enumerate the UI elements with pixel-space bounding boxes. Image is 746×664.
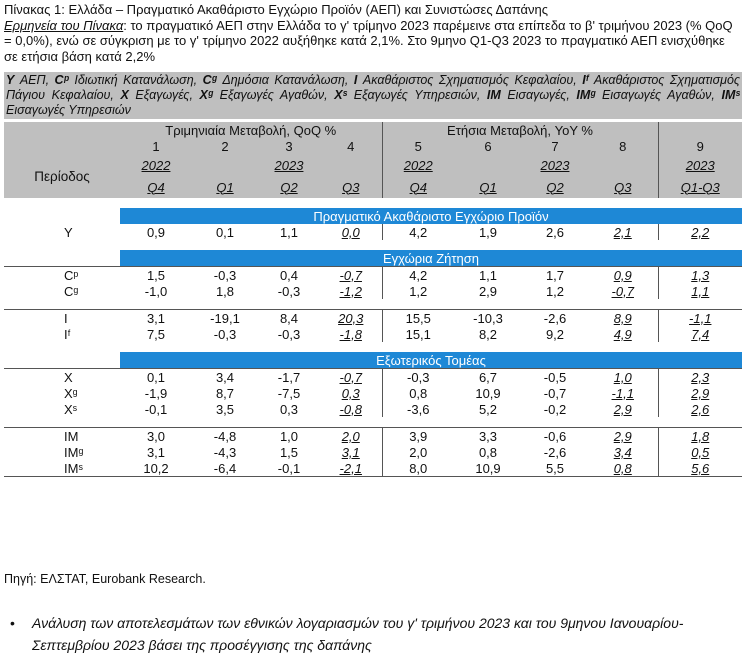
legend-symbol: I: [353, 73, 358, 87]
data-cell: -0,3: [277, 326, 301, 342]
row-label: IM: [4, 428, 120, 445]
data-cell: 15,5: [382, 310, 454, 327]
legend-symbol: Iᶠ: [582, 73, 589, 87]
data-cell: 1,3: [658, 267, 742, 284]
legend-text: Ακαθάριστος Σχηματισμός Κεφαλαίου,: [357, 73, 583, 87]
data-cell: -4,8: [192, 428, 258, 445]
data-cell: 3,5: [215, 401, 235, 417]
data-cell: 1,8: [215, 283, 235, 299]
column-number: 3: [285, 138, 293, 154]
row-label: Xᵍ: [64, 385, 78, 401]
column-number: 2: [221, 138, 229, 154]
data-cell: -2,6: [543, 444, 567, 460]
table-caption: [4, 2, 742, 64]
data-cell: -0,3: [213, 326, 237, 342]
legend-symbol: IMᵍ: [576, 88, 596, 102]
legend-symbol: IM: [486, 88, 501, 102]
data-cell: -0,1: [144, 401, 168, 417]
year-col5: 2022: [382, 154, 454, 176]
data-cell: 8,0: [382, 460, 454, 477]
bullet-paragraph: [10, 612, 740, 656]
data-cell: 4,2: [382, 224, 454, 240]
data-cell: -0,3: [382, 369, 454, 386]
data-cell: 2,9: [658, 385, 742, 401]
header-blank-9: [658, 122, 742, 138]
data-cell: 1,8: [658, 428, 742, 445]
quarter-label: Q1: [479, 179, 497, 195]
symbol-legend: [4, 72, 742, 119]
data-cell: 5,5: [545, 460, 565, 476]
data-cell: -19,1: [192, 310, 258, 327]
data-cell: -0,3: [192, 267, 258, 284]
legend-text: Εισαγωγές Υπηρεσιών: [6, 103, 131, 117]
row-label: I: [4, 310, 120, 327]
data-cell: -1,7: [258, 369, 320, 386]
data-cell: -7,5: [277, 385, 301, 401]
data-cell: -0,3: [277, 283, 301, 299]
data-cell: 0,9: [588, 267, 658, 284]
data-cell: 1,0: [588, 369, 658, 386]
legend-text: Εξαγωγές,: [128, 88, 200, 102]
data-cell: -0,1: [277, 460, 301, 476]
data-cell: 1,5: [120, 267, 192, 284]
data-cell: 8,2: [478, 326, 498, 342]
section-blank: [4, 250, 120, 267]
data-cell: 2,9: [478, 283, 498, 299]
row-label: Xˢ: [64, 401, 78, 417]
header-blank: [4, 122, 120, 138]
data-cell: 1,9: [478, 224, 498, 240]
legend-symbol: Cᵍ: [202, 73, 217, 87]
legend-symbol: IMˢ: [721, 88, 741, 102]
data-cell: -2,1: [339, 460, 362, 476]
legend-text: Εξαγωγές Αγαθών,: [213, 88, 335, 102]
column-number: 7: [551, 138, 559, 154]
data-cell: 0,9: [146, 224, 166, 240]
data-cell: 0,1: [215, 224, 235, 240]
quarter-label: Q3: [614, 179, 632, 195]
data-cell: 2,9: [613, 401, 632, 417]
interpretation-text: : το πραγματικό ΑΕΠ στην Ελλάδα το γ' τρίμηνο 2023 παρέμεινε στα επίπεδα το β' τριμήνου 2023 (% QoQ = 0,0%), ενώ σε σύγκριση με το γ' τρίμηνο 2022 αυξήθηκε κατά 2,1%. Στο 9μηνο Q1-Q3 2023 το πραγματικό ΑΕΠ ενισχύθηκε σε ετήσια βάση κατά 2,2%: [4, 17, 733, 64]
legend-text: Εξαγωγές Υπηρεσιών,: [347, 88, 487, 102]
quarter-label: Q4: [382, 176, 454, 198]
data-cell: -0,5: [522, 369, 588, 386]
data-cell: -0,7: [543, 385, 567, 401]
row-label: IMˢ: [64, 460, 83, 476]
data-cell: 0,8: [478, 444, 498, 460]
data-cell: 2,0: [382, 444, 454, 460]
legend-text: Εισαγωγές,: [500, 88, 577, 102]
data-cell: 20,3: [320, 310, 382, 327]
data-cell: 0,8: [382, 385, 454, 401]
data-cell: -6,4: [213, 460, 237, 476]
legend-symbol: Xˢ: [334, 88, 348, 102]
data-cell: 10,2: [143, 460, 169, 476]
data-cell: 8,4: [258, 310, 320, 327]
legend-symbol: X: [120, 88, 129, 102]
data-cell: 0,3: [279, 401, 299, 417]
data-cell: -1,2: [339, 283, 362, 299]
row-label: Cᵖ: [4, 267, 120, 284]
data-cell: -10,3: [454, 310, 522, 327]
data-cell: -0,7: [320, 369, 382, 386]
data-cell: -1,9: [144, 385, 168, 401]
data-cell: 4,9: [613, 326, 632, 342]
section-blank: [4, 352, 120, 369]
year-col7: 2023: [540, 157, 570, 173]
data-cell: -1,1: [658, 310, 742, 327]
data-cell: -0,8: [339, 401, 362, 417]
section-header: Εγχώρια Ζήτηση: [120, 250, 742, 267]
data-cell: 1,2: [382, 283, 454, 299]
data-cell: 1,7: [522, 267, 588, 284]
legend-symbol: Xᵍ: [199, 88, 214, 102]
data-cell: -4,3: [213, 444, 237, 460]
data-cell: 0,3: [341, 385, 360, 401]
legend-text: Δημόσια Κατανάλωση,: [216, 73, 354, 87]
column-number: 4: [347, 138, 355, 154]
data-cell: -1,1: [611, 385, 634, 401]
data-cell: -2,6: [522, 310, 588, 327]
year-col9: 2023: [658, 154, 742, 176]
table-title: Πίνακας 1: Ελλάδα – Πραγματικό Ακαθάριστο Εγχώριο Προϊόν (ΑΕΠ) και Συνιστώσες Δαπάνης: [4, 2, 548, 17]
data-cell: 7,4: [658, 326, 742, 342]
data-cell: 3,4: [192, 369, 258, 386]
data-cell: 3,1: [341, 444, 360, 460]
row-label: Iᶠ: [64, 326, 71, 342]
row-label: X: [4, 369, 120, 386]
period-label: Περίοδος: [34, 168, 90, 184]
data-cell: 2,9: [588, 428, 658, 445]
year-col3: 2023: [274, 157, 304, 173]
quarter-label: Q1-Q3: [658, 176, 742, 198]
source-note: Πηγή: ΕΛΣΤΑΤ, Eurobank Research.: [4, 572, 206, 586]
quarter-label: Q2: [280, 179, 298, 195]
data-cell: 5,2: [478, 401, 498, 417]
row-label: Y: [64, 224, 73, 240]
bullet-marker: •: [10, 615, 15, 631]
section-blank: [4, 208, 120, 224]
data-cell: 8,9: [588, 310, 658, 327]
legend-text: Εισαγωγές Αγαθών,: [595, 88, 722, 102]
data-cell: 1,1: [658, 283, 742, 299]
data-cell: -1,8: [339, 326, 362, 342]
data-cell: 2,6: [658, 401, 742, 417]
data-cell: 3,1: [120, 310, 192, 327]
data-cell: -0,6: [522, 428, 588, 445]
data-cell: 1,1: [454, 267, 522, 284]
row-label: IMᵍ: [64, 444, 84, 460]
data-cell: -0,7: [320, 267, 382, 284]
data-cell: -0,2: [543, 401, 567, 417]
data-cell: 1,1: [279, 224, 299, 240]
data-cell: 1,5: [279, 444, 299, 460]
legend-text: ΑΕΠ,: [14, 73, 55, 87]
legend-symbol: Y: [6, 73, 15, 87]
data-cell: 0,5: [658, 444, 742, 460]
qoq-group-header: Τριμηνιαία Μεταβολή, QoQ %: [165, 122, 337, 138]
data-cell: 1,2: [545, 283, 565, 299]
data-cell: 2,1: [613, 224, 632, 240]
data-cell: 0,1: [120, 369, 192, 386]
column-number: 6: [484, 138, 492, 154]
column-number: 9: [658, 138, 742, 154]
data-cell: 0,8: [613, 460, 632, 476]
column-number: 8: [619, 138, 627, 154]
data-cell: 3,0: [120, 428, 192, 445]
column-number: 5: [382, 138, 454, 154]
data-cell: 1,0: [258, 428, 320, 445]
data-cell: 4,2: [382, 267, 454, 284]
bullet-text: Ανάλυση των αποτελεσμάτων των εθνικών λογαριασμών του γ' τριμήνου 2023 και του 9μηνου Ιανουαρίου-Σεπτεμβρίου 2023 βάσει της προσέγγισης της δαπάνης: [32, 615, 684, 653]
data-cell: -3,6: [382, 401, 454, 417]
legend-symbol: Cᵖ: [54, 73, 69, 87]
column-number: 1: [152, 138, 160, 154]
data-cell: 3,4: [613, 444, 632, 460]
row-label: Cᵍ: [64, 283, 79, 299]
data-cell: 9,2: [545, 326, 565, 342]
data-cell: 2,6: [545, 224, 565, 240]
quarter-label: Q1: [216, 179, 234, 195]
data-cell: 2,2: [658, 224, 742, 240]
data-cell: 8,7: [215, 385, 235, 401]
legend-text: Ιδιωτική Κατανάλωση,: [68, 73, 203, 87]
data-cell: 2,0: [320, 428, 382, 445]
data-cell: 3,3: [454, 428, 522, 445]
year-col1: 2022: [141, 157, 171, 173]
yoy-group-header: Ετήσια Μεταβολή, YoY %: [382, 122, 658, 138]
data-cell: 10,9: [475, 385, 501, 401]
gdp-table: [4, 122, 742, 483]
data-cell: 15,1: [382, 326, 454, 342]
data-cell: 0,4: [258, 267, 320, 284]
interpretation-label: Ερμηνεία του Πίνακα: [4, 17, 124, 33]
quarter-label: Q4: [147, 179, 165, 195]
data-cell: -0,7: [611, 283, 634, 299]
section-header: Εξωτερικός Τομέας: [120, 352, 742, 369]
quarter-label: Q2: [546, 179, 564, 195]
data-cell: 2,3: [658, 369, 742, 386]
data-cell: 0,0: [341, 224, 360, 240]
data-cell: 7,5: [146, 326, 166, 342]
data-cell: -1,0: [144, 283, 168, 299]
data-cell: 10,9: [475, 460, 501, 476]
data-cell: 5,6: [658, 460, 742, 477]
legend-text: Ακαθάριστος Σχηματισμός Πάγιου Κεφαλαίου,: [6, 73, 740, 102]
section-header: Πραγματικό Ακαθάριστο Εγχώριο Προϊόν: [120, 208, 742, 224]
data-cell: 3,1: [146, 444, 166, 460]
quarter-label: Q3: [342, 179, 360, 195]
data-cell: 6,7: [454, 369, 522, 386]
data-cell: 3,9: [382, 428, 454, 445]
